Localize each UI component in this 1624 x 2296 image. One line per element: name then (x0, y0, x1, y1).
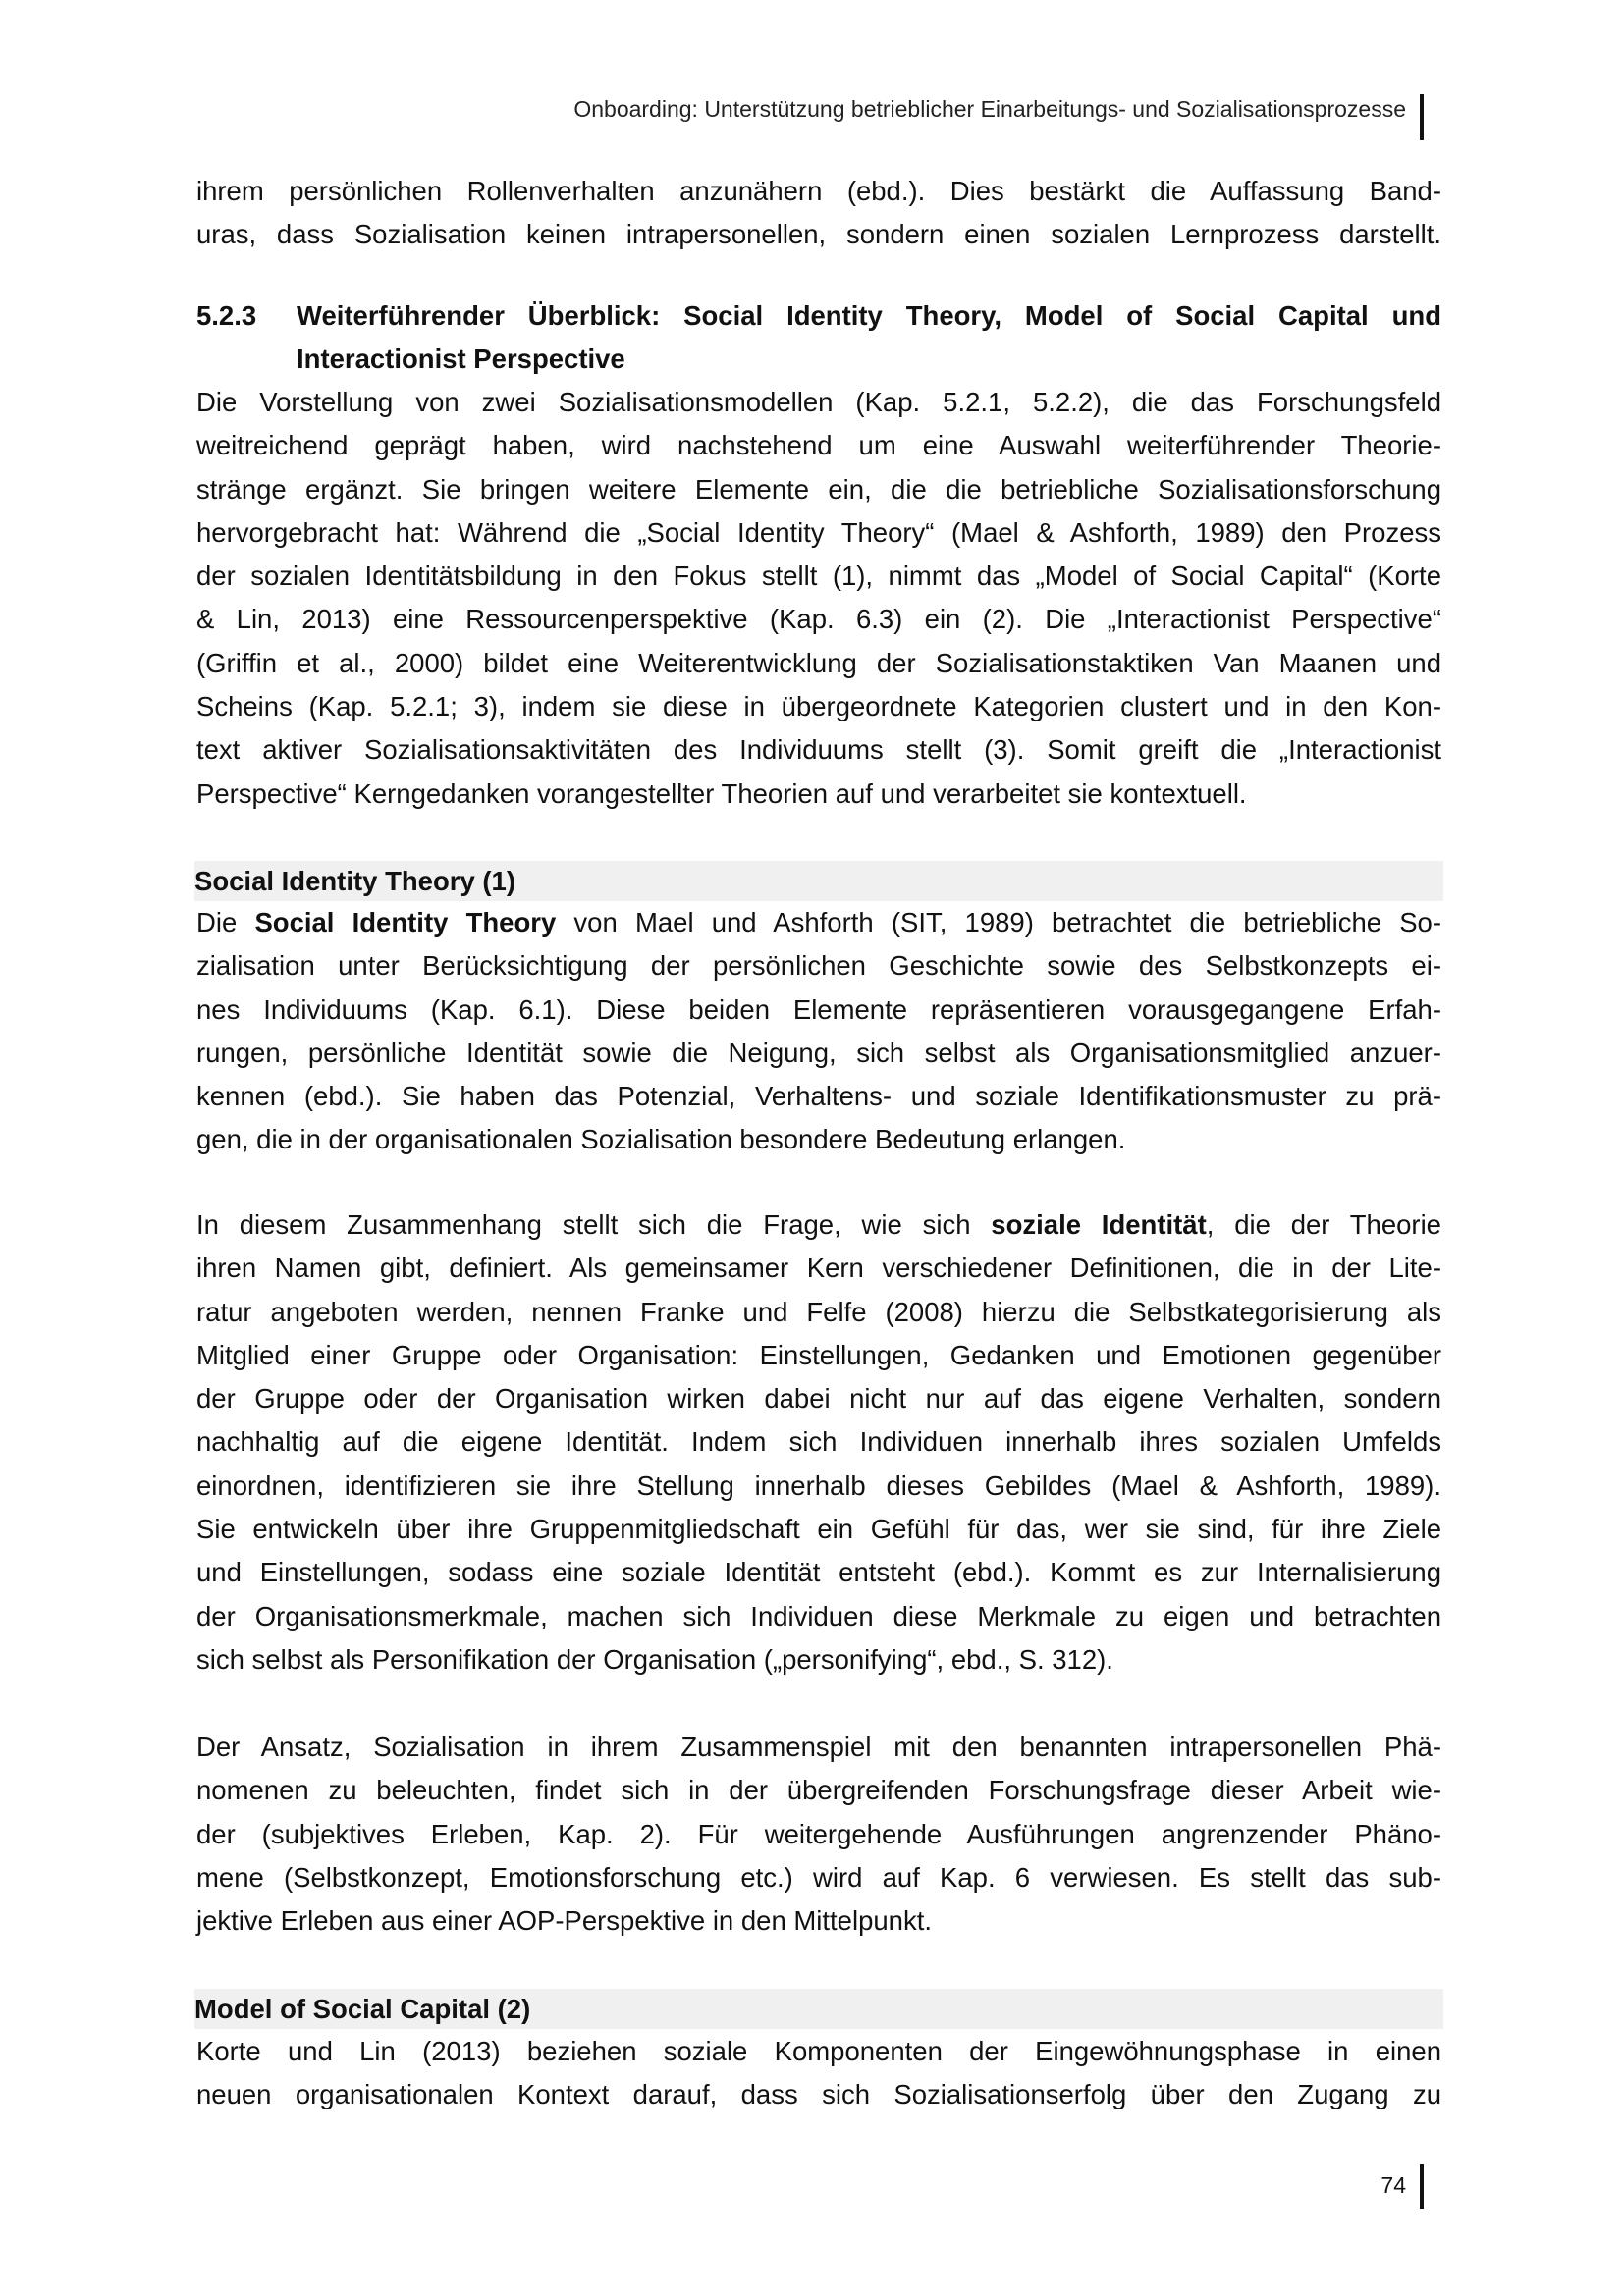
text-line (196, 944, 1441, 988)
text-line (196, 1769, 1441, 1812)
text-run: nachhaltig auf die eigene Identität. Indem sich Individuen innerhalb ihres sozialen Umfelds (196, 1426, 1441, 1458)
text-run: ihren Namen gibt, definiert. Als gemeinsamer Kern verschiedener Definitionen, die in der Lite- (196, 1253, 1441, 1284)
text-line (196, 728, 1441, 772)
text-run: nomenen zu beleuchten, findet sich in der übergreifenden Forschungsfrage dieser Arbeit wie- (196, 1775, 1441, 1806)
text-line (196, 1638, 1441, 1682)
text-run: der sozialen Identitätsbildung in den Fokus stellt (1), nimmt das „Model of Social Capital“ (Korte (196, 561, 1441, 592)
text-line (196, 2073, 1441, 2116)
text-run: , die der Theorie (1206, 1209, 1441, 1240)
text-line (196, 1813, 1441, 1856)
text-line (196, 1334, 1441, 1377)
text-run: neuen organisationalen Kontext darauf, dass sich Sozialisationserfolg über den Zugang zu (196, 2079, 1441, 2110)
text-line (196, 213, 1441, 256)
text-line (196, 1856, 1441, 1899)
text-run: und Einstellungen, sodass eine soziale Identität entsteht (ebd.). Kommt es zur Internalisierung (196, 1557, 1441, 1588)
section-heading (196, 294, 1441, 382)
text-run: uras, dass Sozialisation keinen intrapersonellen, sondern einen sozialen Lernprozess darstellt. (196, 219, 1441, 250)
paragraph-overview (196, 381, 1441, 816)
text-line (196, 424, 1441, 467)
text-run: rungen, persönliche Identität sowie die Neigung, sich selbst als Organisationsmitglied anzuer- (196, 1037, 1441, 1068)
text-line (196, 1203, 1441, 1247)
text-run: sich selbst als Personifikation der Organisation („personifying“, ebd., S. 312). (196, 1643, 1113, 1675)
text-line (196, 1508, 1441, 1551)
subheading-social-identity-theory: Social Identity Theory (1) (194, 861, 1443, 901)
text-run: Perspective“ Kerngedanken vorangestellter Theorien auf und verarbeitet sie kontextuell. (196, 777, 1247, 809)
bold-term: Social Identity Theory (254, 907, 557, 937)
text-line (196, 598, 1441, 641)
text-run: In diesem Zusammenhang stellt sich die Frage, wie sich (196, 1209, 992, 1240)
bold-term: soziale Identität (991, 1209, 1207, 1240)
text-run: stränge ergänzt. Sie bringen weitere Elemente ein, die die betriebliche Sozialisationsforschung (196, 473, 1441, 505)
section-title-line: Interactionist Perspective (297, 344, 625, 375)
paragraph-sit-3 (196, 1726, 1441, 1943)
text-run: der (subjektives Erleben, Kap. 2). Für weitergehende Ausführungen angrenzender Phäno- (196, 1818, 1441, 1849)
text-line (196, 988, 1441, 1032)
text-line (196, 642, 1441, 685)
section-title-line: Weiterführender Überblick: Social Identity Theory, Model of Social Capital und (297, 300, 1441, 331)
text-run: von Mael und Ashforth (SIT, 1989) betrachtet die betriebliche So- (556, 907, 1441, 937)
text-run: gen, die in der organisationalen Sozialisation besondere Bedeutung erlangen. (196, 1124, 1126, 1155)
subheading-model-of-social-capital: Model of Social Capital (2) (194, 1989, 1443, 2029)
text-run: einordnen, identifizieren sie ihre Stellung innerhalb dieses Gebildes (Mael & Ashforth, 1989). (196, 1469, 1441, 1501)
text-line (196, 555, 1441, 598)
page-number: 74 (1380, 2172, 1406, 2198)
text-line (196, 773, 1441, 816)
text-run: weitreichend geprägt haben, wird nachstehend um eine Auswahl weiterführender Theorie- (196, 430, 1441, 461)
text-line (196, 1420, 1441, 1464)
text-line (196, 1247, 1441, 1290)
header-divider (1420, 94, 1424, 140)
text-line (196, 2030, 1441, 2073)
text-line (196, 468, 1441, 511)
text-run: kennen (ebd.). Sie haben das Potenzial, Verhaltens- und soziale Identifikationsmuster zu prä- (196, 1081, 1441, 1112)
text-line (196, 1075, 1441, 1118)
text-run: text aktiver Sozialisationsaktivitäten des Individuums stellt (3). Somit greift die „Interactionist (196, 734, 1441, 766)
section-number: 5.2.3 (196, 300, 257, 331)
text-line (196, 1726, 1441, 1769)
text-line (196, 511, 1441, 555)
text-run: Die Vorstellung von zwei Sozialisationsmodellen (Kap. 5.2.1, 5.2.2), die das Forschungsfeld (196, 387, 1441, 417)
text-run: Korte und Lin (2013) beziehen soziale Komponenten der Eingewöhnungsphase in einen (196, 2036, 1441, 2066)
text-run: nes Individuums (Kap. 6.1). Diese beiden Elemente repräsentieren vorausgegangene Erfah- (196, 993, 1441, 1025)
text-run: hervorgebracht hat: Während die „Social Identity Theory“ (Mael & Ashforth, 1989) den Prozess (196, 516, 1441, 548)
text-line (196, 1032, 1441, 1075)
page-number-divider (1420, 2164, 1424, 2209)
paragraph-sit-1 (196, 901, 1441, 1162)
text-run: Der Ansatz, Sozialisation in ihrem Zusammenspiel mit den benannten intrapersonellen Phä- (196, 1732, 1441, 1762)
paragraph-msc (196, 2030, 1441, 2117)
text-run: zialisation unter Berücksichtigung der persönlichen Geschichte sowie des Selbstkonzepts ei- (196, 950, 1441, 982)
text-line (196, 1118, 1441, 1161)
text-run: Die (196, 907, 255, 937)
text-run: ihrem persönlichen Rollenverhalten anzunähern (ebd.). Dies bestärkt die Auffassung Band- (196, 176, 1441, 206)
text-line (196, 1551, 1441, 1594)
text-line (196, 685, 1441, 728)
paragraph-intro (196, 170, 1441, 257)
text-run: ratur angeboten werden, nennen Franke und Felfe (2008) hierzu die Selbstkategorisierung als (196, 1296, 1441, 1327)
text-run: der Gruppe oder der Organisation wirken dabei nicht nur auf das eigene Verhalten, sondern (196, 1383, 1441, 1415)
text-line (196, 170, 1441, 213)
text-run: Scheins (Kap. 5.2.1; 3), indem sie diese in übergeordnete Kategorien clustert und in den Kon- (196, 691, 1441, 722)
paragraph-sit-2 (196, 1203, 1441, 1682)
text-run: Mitglied einer Gruppe oder Organisation: Einstellungen, Gedanken und Emotionen gegenüber (196, 1339, 1441, 1370)
text-run: & Lin, 2013) eine Ressourcenperspektive (Kap. 6.3) ein (2). Die „Interactionist Perspective“ (196, 604, 1441, 635)
text-line (196, 1899, 1441, 1943)
text-run: (Griffin et al., 2000) bildet eine Weiterentwicklung der Sozialisationstaktiken Van Maanen und (196, 647, 1441, 678)
text-line (196, 1377, 1441, 1420)
text-line (196, 1465, 1441, 1508)
text-run: mene (Selbstkonzept, Emotionsforschung etc.) wird auf Kap. 6 verwiesen. Es stellt das sub- (196, 1861, 1441, 1893)
text-line (196, 901, 1441, 944)
text-line (196, 1291, 1441, 1334)
text-run: Sie entwickeln über ihre Gruppenmitgliedschaft ein Gefühl für das, wer sie sind, für ihre Ziele (196, 1514, 1441, 1545)
text-run: jektive Erleben aus einer AOP-Perspektive in den Mittelpunkt. (196, 1905, 932, 1937)
text-line (196, 381, 1441, 424)
text-line (196, 1595, 1441, 1638)
text-run: der Organisationsmerkmale, machen sich Individuen diese Merkmale zu eigen und betrachten (196, 1600, 1441, 1631)
running-header: Onboarding: Unterstützung betrieblicher Einarbeitungs- und Sozialisationsprozesse (573, 96, 1406, 122)
